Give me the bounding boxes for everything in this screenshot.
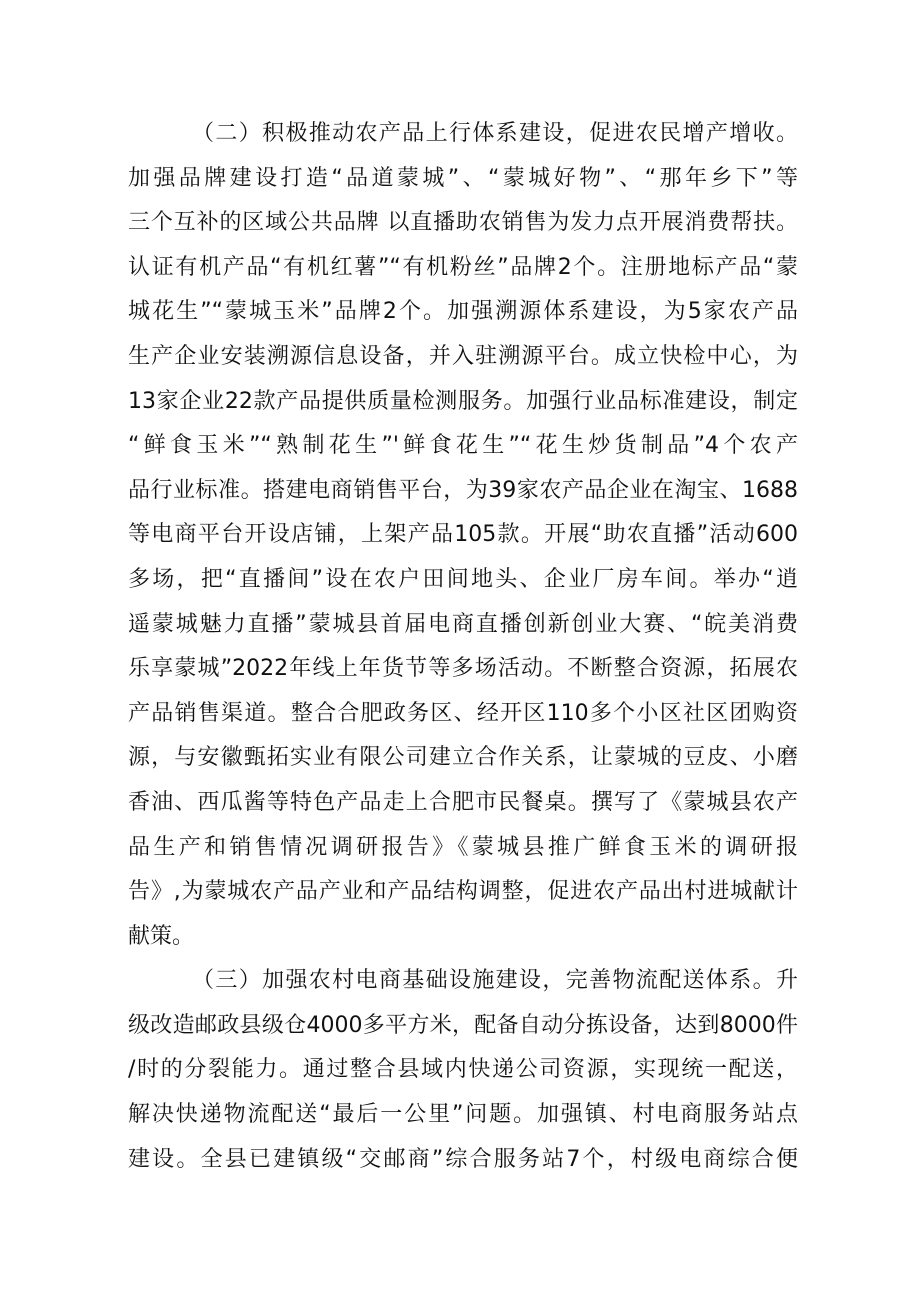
paragraph-line: “鲜食玉米”“熟制花生”'鲜食花生”“花生炒货制品”4个农产: [128, 433, 798, 459]
paragraph-line: 品生产和销售情况调研报告》《蒙城县推广鲜食玉米的调研报: [128, 834, 798, 860]
paragraph-line: 告》,为蒙城农产品产业和产品结构调整，促进农产品出村进城献计: [128, 879, 798, 905]
paragraph-line: 多场，把“直播间”设在农户田间地头、企业厂房车间。举办“逍: [128, 566, 798, 592]
paragraph-line: 级改造邮政县级仓4000多平方米，配备自动分拣设备，达到8000件: [128, 1012, 798, 1038]
paragraph-line: 品行业标准。搭建电商销售平台，为39家农产品企业在淘宝、1688: [128, 477, 798, 503]
document-body: [128, 112, 798, 1182]
paragraph-line: （二）积极推动农产品上行体系建设，促进农民增产增收。: [192, 121, 798, 146]
paragraph-line: 产品销售渠道。整合合肥政务区、经开区110多个小区社区团购资: [128, 700, 798, 726]
paragraph-section-three: [128, 959, 798, 1182]
paragraph-line: /时的分裂能力。通过整合县域内快递公司资源，实现统一配送，: [128, 1057, 798, 1083]
paragraph-line: 城花生”“蒙城玉米”品牌2个。加强溯源体系建设，为5家农产品: [128, 299, 798, 325]
paragraph-line: 遥蒙城魅力直播”蒙城县首届电商直播创新创业大赛、“皖美消费: [128, 611, 798, 637]
paragraph-line: 解决快递物流配送“最后一公里”问题。加强镇、村电商服务站点: [128, 1102, 798, 1128]
paragraph-line: 13家企业22款产品提供质量检测服务。加强行业品标准建设，制定: [128, 388, 798, 414]
paragraph-line: 香油、西瓜酱等特色产品走上合肥市民餐桌。撰写了《蒙城县农产: [128, 789, 798, 815]
paragraph-line: 三个互补的区域公共品牌 以直播助农销售为发力点开展消费帮扶。: [128, 210, 798, 236]
paragraph-line: 源，与安徽甄拓实业有限公司建立合作关系，让蒙城的豆皮、小磨: [128, 745, 798, 771]
paragraph-line: 生产企业安装溯源信息设备，并入驻溯源平台。成立快检中心，为: [128, 343, 798, 369]
paragraph-line: 建设。全县已建镇级“交邮商”综合服务站7个，村级电商综合便: [128, 1146, 798, 1172]
paragraph-line: 等电商平台开设店铺，上架产品105款。开展“助农直播”活动600: [128, 522, 798, 548]
paragraph-section-two: [128, 112, 798, 959]
paragraph-line: （三）加强农村电商基础设施建设，完善物流配送体系。升: [192, 968, 798, 994]
paragraph-line: 加强品牌建设打造“品道蒙城”、“蒙城好物”、“那年乡下”等: [128, 165, 798, 191]
paragraph-line: 乐享蒙城”2022年线上年货节等多场活动。不断整合资源，拓展农: [128, 656, 798, 682]
paragraph-line: 认证有机产品“有机红薯”“有机粉丝”品牌2个。注册地标产品“蒙: [128, 254, 798, 280]
paragraph-line: 献策。: [128, 923, 195, 949]
